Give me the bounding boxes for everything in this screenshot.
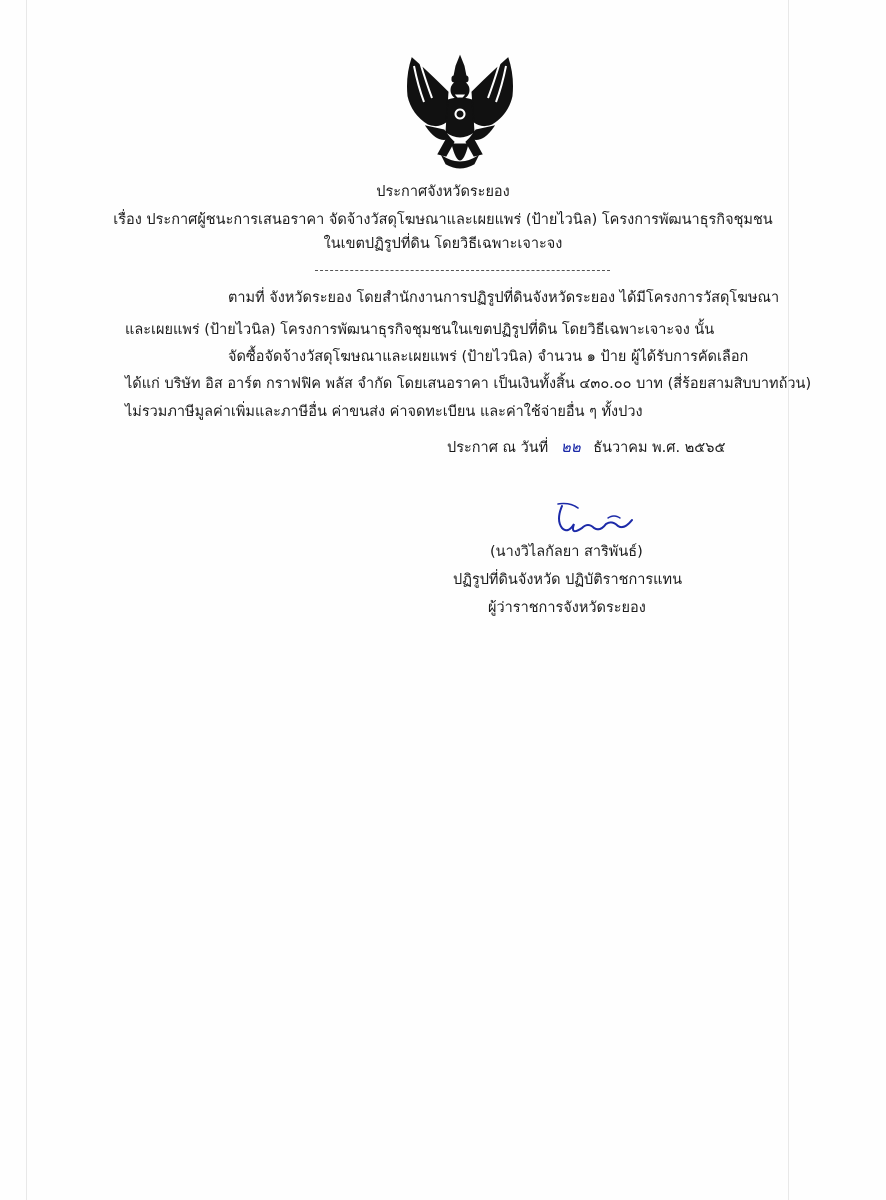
date-prefix: ประกาศ ณ วันที่ bbox=[447, 440, 549, 456]
paragraph-2-line-1: จัดซื้อจัดจ้างวัสดุโฆษณาและเผยแพร่ (ป้ายไวนิล) จำนวน ๑ ป้าย ผู้ได้รับการคัดเลือก bbox=[228, 349, 749, 365]
subject-line-2: ในเขตปฏิรูปที่ดิน โดยวิธีเฉพาะเจาะจง bbox=[323, 236, 563, 252]
signer-name: (นางวิไลกัลยา สาริพันธ์) bbox=[490, 544, 643, 560]
paragraph-1-line-1: ตามที่ จังหวัดระยอง โดยสำนักงานการปฏิรูปที่ดินจังหวัดระยอง ได้มีโครงการวัสดุโฆษณา bbox=[228, 290, 780, 306]
announce-date bbox=[447, 437, 725, 458]
signer-position-1: ปฏิรูปที่ดินจังหวัด ปฏิบัติราชการแทน bbox=[453, 572, 682, 588]
page-edge-right bbox=[788, 0, 789, 1200]
document-title: ประกาศจังหวัดระยอง bbox=[376, 184, 510, 200]
date-month-year: ธันวาคม พ.ศ. ๒๕๖๕ bbox=[593, 440, 726, 456]
garuda-emblem-icon bbox=[398, 52, 522, 176]
paragraph-2-line-2: ได้แก่ บริษัท อิส อาร์ต กราฟฟิค พลัส จำกัด โดยเสนอราคา เป็นเงินทั้งสิ้น ๔๓๐.๐๐ บาท (สี่ร้อยสามสิบบาทถ้วน) bbox=[125, 376, 812, 392]
title-divider bbox=[315, 270, 610, 271]
date-day-handwritten: ๒๒ bbox=[560, 438, 581, 456]
handwritten-signature bbox=[548, 500, 638, 544]
page-edge-left bbox=[26, 0, 27, 1200]
subject-line-1: เรื่อง ประกาศผู้ชนะการเสนอราคา จัดจ้างวัสดุโฆษณาและเผยแพร่ (ป้ายไวนิล) โครงการพัฒนาธุรกิจชุมชน bbox=[113, 212, 773, 228]
signer-position-2: ผู้ว่าราชการจังหวัดระยอง bbox=[488, 600, 646, 616]
paragraph-1-line-2: และเผยแพร่ (ป้ายไวนิล) โครงการพัฒนาธุรกิจชุมชนในเขตปฏิรูปที่ดิน โดยวิธีเฉพาะเจาะจง นั้น bbox=[125, 322, 715, 338]
paragraph-2-line-3: ไม่รวมภาษีมูลค่าเพิ่มและภาษีอื่น ค่าขนส่ง ค่าจดทะเบียน และค่าใช้จ่ายอื่น ๆ ทั้งปวง bbox=[125, 404, 643, 420]
